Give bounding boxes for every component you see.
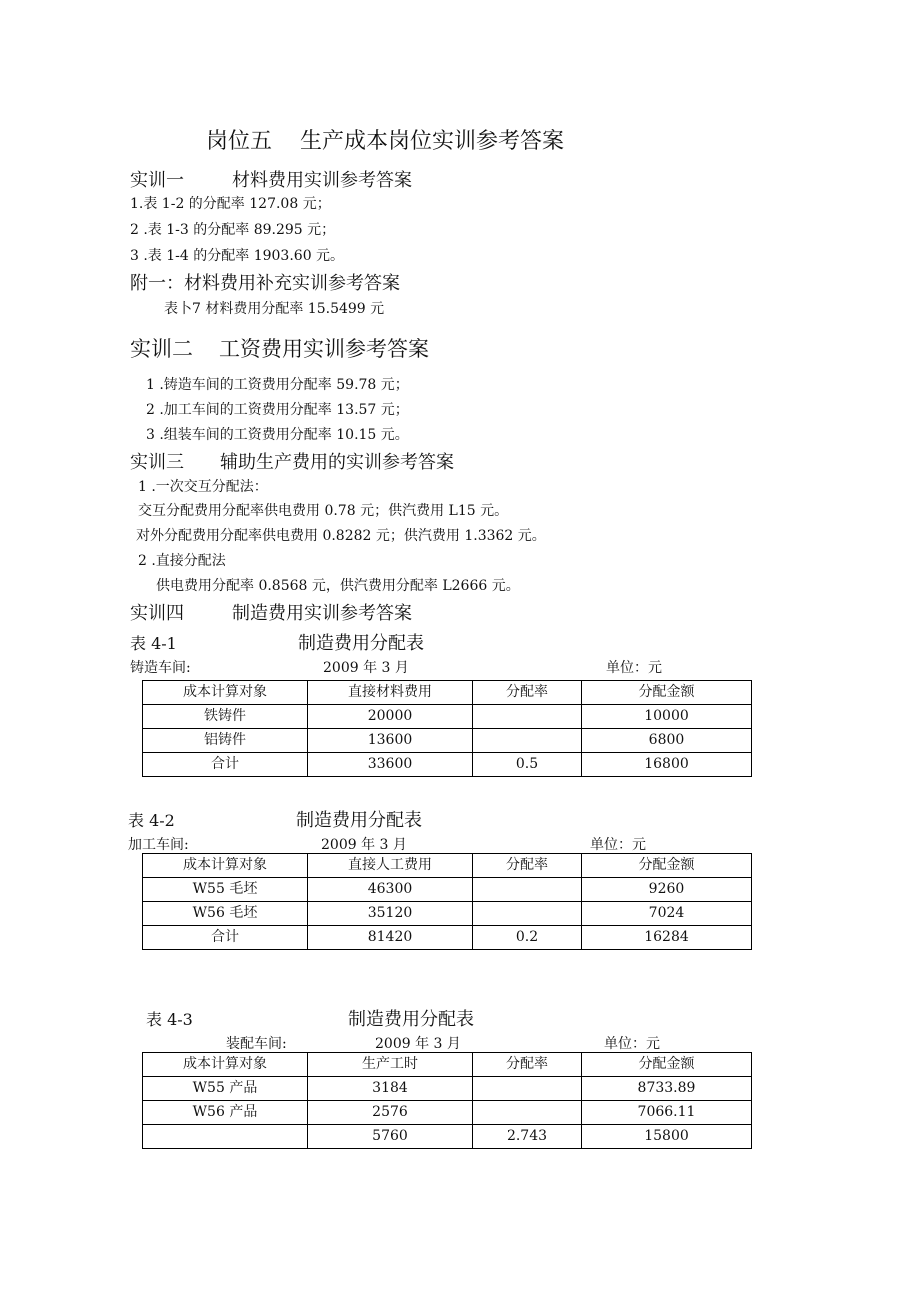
table-1-dept: 铸造车间:: [130, 660, 191, 676]
section-3-heading: [130, 448, 454, 474]
table-row: [143, 705, 752, 729]
table-cell: 7024: [582, 902, 752, 926]
header-cell: 分配率: [473, 1053, 582, 1077]
section-2-heading: [130, 333, 429, 363]
header-cell: 生产工时: [308, 1053, 473, 1077]
section-1-number: 实训一: [130, 170, 184, 191]
table-3: [142, 1052, 752, 1149]
header-cell: 成本计算对象: [143, 681, 308, 705]
table-3-unit: 单位：元: [604, 1036, 660, 1052]
s1-item-1: 1.表 1-2 的分配率 127.08 元；: [130, 196, 331, 212]
table-row: [143, 1101, 752, 1125]
section-4-heading: [130, 599, 412, 625]
table-cell: W56 毛坯: [143, 902, 308, 926]
table-cell: 15800: [582, 1125, 752, 1149]
page-title-right: 生产成本岗位实训参考答案: [300, 129, 565, 154]
header-cell: 分配金额: [582, 1053, 752, 1077]
table-row: [143, 1077, 752, 1101]
header-cell: 成本计算对象: [143, 854, 308, 878]
header-cell: 分配金额: [582, 854, 752, 878]
table-cell: [473, 1077, 582, 1101]
table-2: [142, 853, 752, 950]
section-3-title: 辅助生产费用的实训参考答案: [220, 452, 454, 473]
table-cell: 合计: [143, 753, 308, 777]
section-1-heading: [130, 166, 412, 192]
s3-line-3: 对外分配费用分配率供电费用 0.8282 元；供汽费用 1.3362 元。: [136, 528, 546, 544]
s3-line-2: 交互分配费用分配率供电费用 0.78 元；供汽费用 L15 元。: [138, 503, 509, 519]
s2-item-2: 2 .加工车间的工资费用分配率 13.57 元；: [146, 402, 409, 418]
table-row: [143, 753, 752, 777]
table-cell: 铁铸件: [143, 705, 308, 729]
table-cell: 2576: [308, 1101, 473, 1125]
table-row: [143, 926, 752, 950]
s2-item-1: 1 .铸造车间的工资费用分配率 59.78 元；: [146, 377, 409, 393]
table-2-label: 表 4-2: [128, 811, 175, 830]
table-cell: 9260: [582, 878, 752, 902]
table-row: [143, 902, 752, 926]
table-cell: 81420: [308, 926, 473, 950]
table-cell: 2.743: [473, 1125, 582, 1149]
section-1-title: 材料费用实训参考答案: [232, 170, 412, 191]
s2-item-3: 3 .组装车间的工资费用分配率 10.15 元。: [146, 427, 409, 443]
header-cell: 分配率: [473, 854, 582, 878]
table-cell: 16800: [582, 753, 752, 777]
section-4-number: 实训四: [130, 603, 184, 624]
table-cell: 合计: [143, 926, 308, 950]
s3-line-1: 1 .一次交互分配法：: [138, 479, 268, 495]
table-1: [142, 680, 752, 777]
table-row: [143, 1125, 752, 1149]
table-cell: 46300: [308, 878, 473, 902]
table-3-date: 2009 年 3 月: [375, 1036, 461, 1052]
table-cell: 5760: [308, 1125, 473, 1149]
section-2-number: 实训二: [130, 337, 193, 361]
s3-line-5: 供电费用分配率 0.8568 元，供汽费用分配率 L2666 元。: [156, 578, 520, 594]
table-cell: 13600: [308, 729, 473, 753]
table-cell: [473, 878, 582, 902]
page-title-left: 岗位五: [206, 129, 273, 154]
table-row: [143, 878, 752, 902]
table-cell: 20000: [308, 705, 473, 729]
table-cell: [473, 902, 582, 926]
section-4-title: 制造费用实训参考答案: [232, 603, 412, 624]
table-1-title: 制造费用分配表: [298, 633, 424, 654]
header-cell: 分配金额: [582, 681, 752, 705]
table-1-date: 2009 年 3 月: [323, 660, 409, 676]
table-cell: 6800: [582, 729, 752, 753]
table-cell: 16284: [582, 926, 752, 950]
table-3-title: 制造费用分配表: [348, 1009, 474, 1030]
page-title: [206, 124, 564, 155]
table-3-dept: 装配车间:: [226, 1036, 287, 1052]
supplement-line: 表卜7 材料费用分配率 15.5499 元: [164, 301, 385, 317]
table-3-label: 表 4-3: [146, 1010, 193, 1029]
table-cell: W56 产品: [143, 1101, 308, 1125]
table-header-row: [143, 681, 752, 705]
table-cell: [473, 1101, 582, 1125]
table-cell: 35120: [308, 902, 473, 926]
table-cell: [143, 1125, 308, 1149]
section-2-title: 工资费用实训参考答案: [219, 337, 429, 361]
header-cell: 分配率: [473, 681, 582, 705]
table-cell: W55 毛坯: [143, 878, 308, 902]
table-cell: 7066.11: [582, 1101, 752, 1125]
section-3-number: 实训三: [130, 452, 184, 473]
table-cell: [473, 705, 582, 729]
header-cell: 直接人工费用: [308, 854, 473, 878]
table-cell: 8733.89: [582, 1077, 752, 1101]
table-header-row: [143, 854, 752, 878]
table-row: [143, 729, 752, 753]
table-cell: 33600: [308, 753, 473, 777]
header-cell: 成本计算对象: [143, 1053, 308, 1077]
table-2-title: 制造费用分配表: [296, 810, 422, 831]
s3-line-4: 2 .直接分配法: [138, 553, 226, 569]
table-cell: 0.2: [473, 926, 582, 950]
s1-item-3: 3 .表 1-4 的分配率 1903.60 元。: [130, 248, 345, 264]
table-cell: 3184: [308, 1077, 473, 1101]
header-cell: 直接材料费用: [308, 681, 473, 705]
table-2-unit: 单位：元: [590, 837, 646, 853]
table-header-row: [143, 1053, 752, 1077]
table-2-dept: 加工车间:: [128, 837, 189, 853]
table-cell: W55 产品: [143, 1077, 308, 1101]
s1-item-2: 2 .表 1-3 的分配率 89.295 元；: [130, 222, 336, 238]
table-1-label: 表 4-1: [130, 634, 177, 653]
table-cell: [473, 729, 582, 753]
table-cell: 0.5: [473, 753, 582, 777]
table-2-date: 2009 年 3 月: [321, 837, 407, 853]
table-1-unit: 单位：元: [606, 660, 662, 676]
table-cell: 铝铸件: [143, 729, 308, 753]
table-cell: 10000: [582, 705, 752, 729]
supplement-heading: 附一：材料费用补充实训参考答案: [130, 273, 400, 294]
